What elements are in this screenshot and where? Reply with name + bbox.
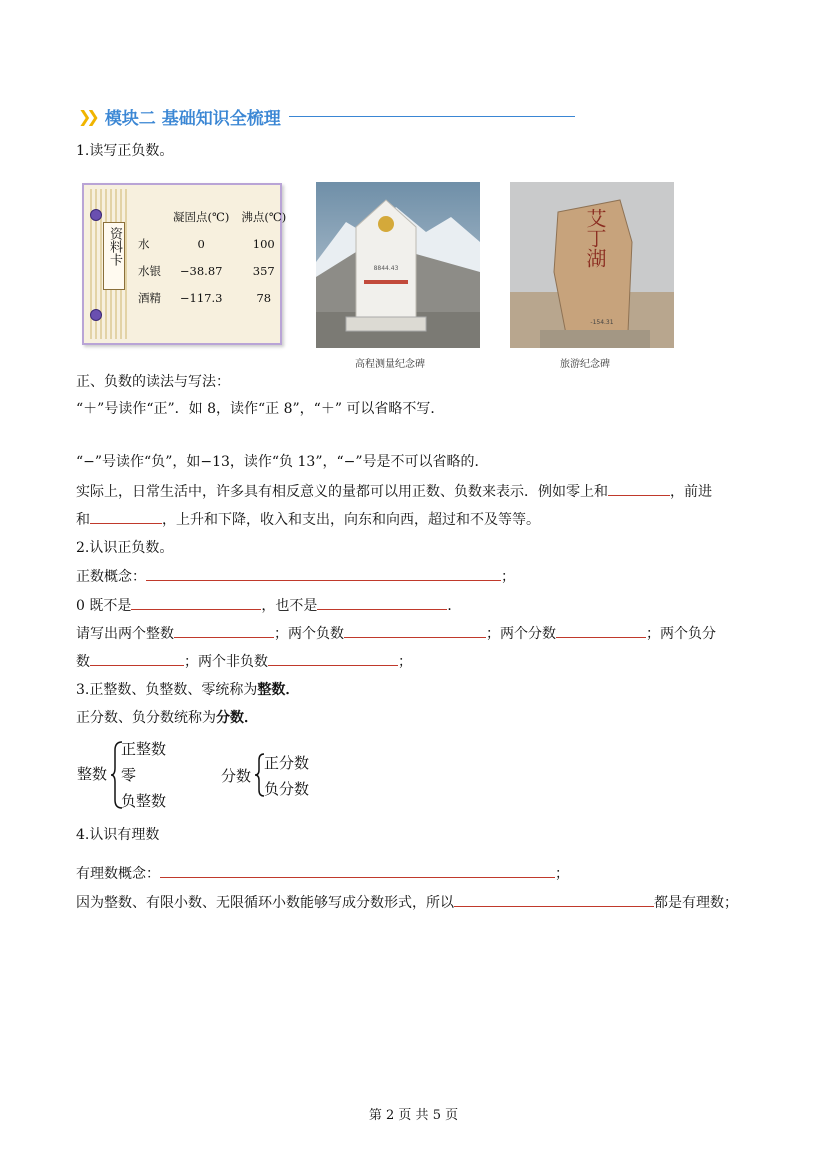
text: ； xyxy=(398,654,412,670)
table-cell: 0 xyxy=(197,236,205,251)
section-heading xyxy=(78,104,575,129)
s3-line-1 xyxy=(76,680,299,700)
table-header-row xyxy=(132,203,292,230)
rational-concept xyxy=(76,863,569,884)
positive-concept xyxy=(76,566,515,587)
integer-item: 负整数 xyxy=(121,792,167,810)
text: ；两个分数 xyxy=(486,626,556,642)
answer-blank[interactable] xyxy=(317,595,447,610)
answer-blank[interactable] xyxy=(268,651,398,666)
table-row xyxy=(132,284,292,311)
text: 请写出两个整数 xyxy=(76,626,174,642)
integer-label: 整数 xyxy=(77,765,108,783)
card-tag: 资料卡 xyxy=(103,222,125,290)
examples-line-1 xyxy=(76,623,716,644)
table-header: 沸点(℃) xyxy=(241,209,287,224)
text: ，上升和下降，收入和支出，向东和向西，超过和不及等等。 xyxy=(162,512,540,528)
monument-plaque: 8844.43 xyxy=(373,265,399,272)
integer-item: 零 xyxy=(121,766,137,784)
stone-number: -154.31 xyxy=(590,319,614,326)
text: 实际上，日常生活中，许多具有相反意义的量都可以用正数、负数来表示．例如零上和 xyxy=(76,484,608,500)
answer-blank[interactable] xyxy=(131,595,261,610)
answer-blank[interactable] xyxy=(344,623,486,638)
heading-rule xyxy=(289,116,575,117)
double-chevron-icon: ❯❯ xyxy=(78,107,95,126)
page-footer: 第 2 页 共 5 页 xyxy=(368,1108,459,1123)
bold-term: 整数． xyxy=(257,682,300,698)
s2-title: 2.认识正负数。 xyxy=(76,540,174,556)
answer-blank[interactable] xyxy=(556,623,646,638)
text: ；两个负数 xyxy=(274,626,344,642)
table-cell: 100 xyxy=(252,236,275,251)
table-row xyxy=(132,257,292,284)
table-cell: −117.3 xyxy=(179,290,223,305)
table-header xyxy=(132,203,167,230)
integer-item: 正整数 xyxy=(121,740,167,758)
text: 有理数概念： xyxy=(76,866,160,882)
fraction-item: 负分数 xyxy=(264,780,310,798)
answer-blank[interactable] xyxy=(90,509,162,524)
text: ； xyxy=(501,569,515,585)
zero-line xyxy=(76,595,461,616)
bold-term: 分数． xyxy=(216,710,258,726)
stone-caption: 旅游纪念碑 xyxy=(560,359,610,370)
answer-blank[interactable] xyxy=(608,481,670,496)
answer-blank[interactable] xyxy=(90,651,184,666)
table-header: 凝固点(℃) xyxy=(173,209,230,224)
table-cell: 78 xyxy=(256,290,272,305)
text: 因为整数、有限小数、无限循环小数能够写成分数形式，所以 xyxy=(76,895,454,911)
text: 正分数、负分数统称为 xyxy=(76,710,216,726)
text: ，也不是 xyxy=(261,598,318,614)
table-row xyxy=(132,230,292,257)
ring-icon xyxy=(90,309,102,321)
answer-blank[interactable] xyxy=(146,566,501,581)
text: ，前进 xyxy=(670,484,712,500)
s1-title: 1.读写正负数。 xyxy=(76,143,174,159)
fraction-label: 分数 xyxy=(221,767,252,785)
table-cell: −38.87 xyxy=(179,263,223,278)
text: 0 既不是 xyxy=(76,598,132,614)
text: ；两个非负数 xyxy=(184,654,268,670)
fraction-item: 正分数 xyxy=(264,754,310,772)
monument-caption: 高程测量纪念碑 xyxy=(355,359,425,370)
data-table xyxy=(132,203,292,311)
s4-title: 4.认识有理数 xyxy=(76,827,160,843)
rw-paragraph-1 xyxy=(76,481,712,502)
examples-line-2 xyxy=(76,651,412,672)
text: ；两个负分 xyxy=(646,626,716,642)
text: 都是有理数； xyxy=(654,895,738,911)
s3-line-2 xyxy=(76,708,258,728)
section-title: 模块二 基础知识全梳理 xyxy=(104,109,281,129)
minus-rule: “−”号读作“负”，如−13，读作“负 13”，“−”号是不可以省略的． xyxy=(76,454,489,470)
data-card xyxy=(82,183,287,345)
table-cell: 水银 xyxy=(138,263,161,278)
table-cell: 酒精 xyxy=(138,290,161,305)
ring-icon xyxy=(90,209,102,221)
text: ； xyxy=(555,866,569,882)
text: 正数概念： xyxy=(76,569,146,585)
table-cell: 357 xyxy=(252,263,275,278)
stone-photo xyxy=(510,182,674,348)
rw-paragraph-2 xyxy=(76,509,540,530)
text: 数 xyxy=(76,654,90,670)
monument-photo xyxy=(316,182,480,348)
text: 3.正整数、负整数、零统称为 xyxy=(76,682,258,698)
text: ． xyxy=(447,598,462,614)
table-cell: 水 xyxy=(138,236,150,251)
answer-blank[interactable] xyxy=(174,623,274,638)
rational-because xyxy=(76,892,738,913)
text: 和 xyxy=(76,512,90,528)
plus-rule: “＋”号读作“正”．如 8，读作“正 8”，“＋” 可以省略不写． xyxy=(76,401,445,417)
stone-text: 艾丁湖 xyxy=(583,208,607,268)
rw-heading: 正、负数的读法与写法： xyxy=(76,374,230,390)
answer-blank[interactable] xyxy=(454,892,654,907)
answer-blank[interactable] xyxy=(160,863,555,878)
